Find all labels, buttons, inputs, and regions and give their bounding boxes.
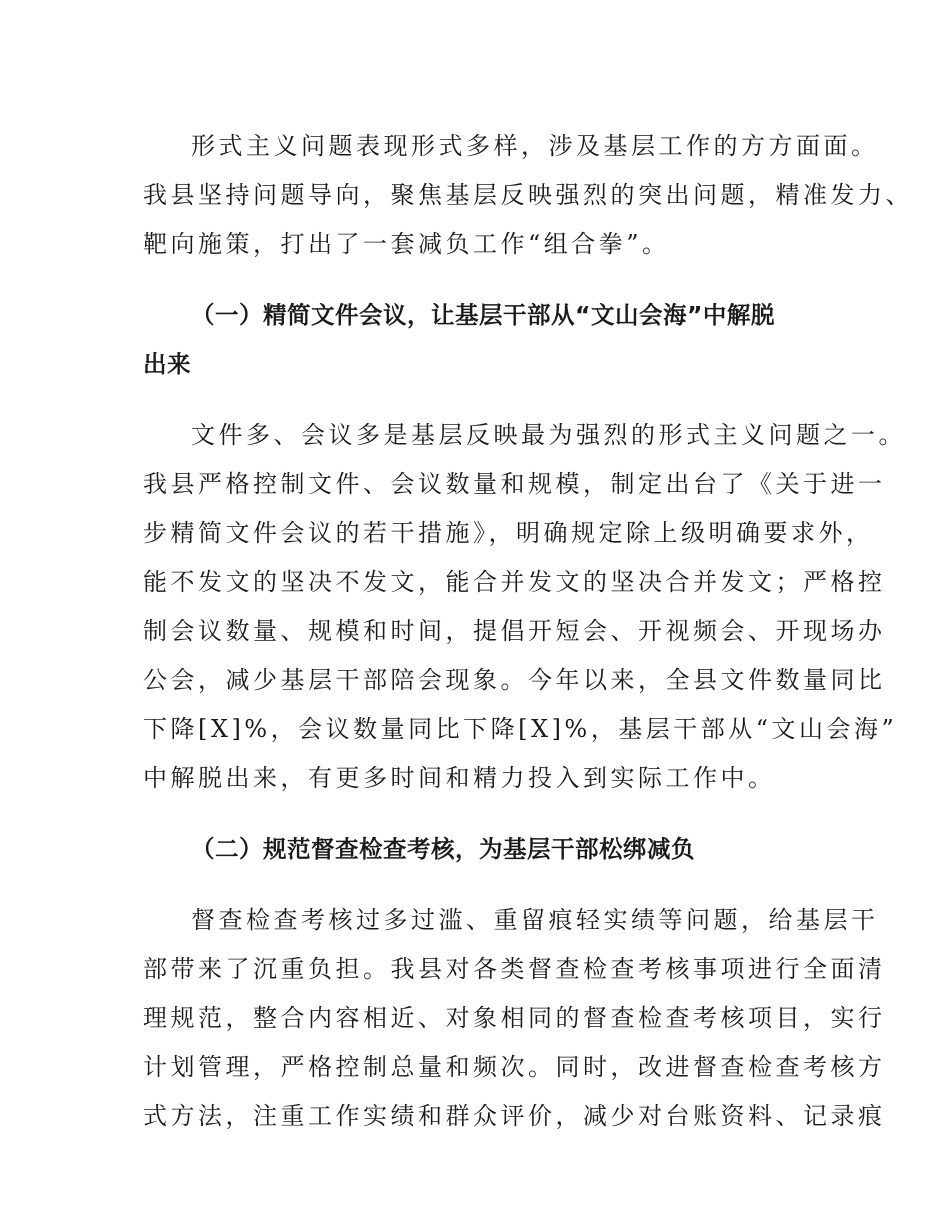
section1-body-line: 能不发文的坚决不发文，能合并发文的坚决合并发文；严格控 — [143, 568, 886, 596]
section1-body-line: 我县严格控制文件、会议数量和规模，制定出台了《关于进一 — [143, 470, 886, 498]
section2-body-line: 式方法，注重工作实绩和群众评价，减少对台账资料、记录痕 — [143, 1102, 886, 1130]
section1-body-line: 中解脱出来，有更多时间和精力投入到实际工作中。 — [143, 764, 776, 792]
intro-line: 形式主义问题表现形式多样，涉及基层工作的方方面面。 — [191, 132, 879, 160]
section-heading-2: （二）规范督查检查考核，为基层干部松绑减负 — [191, 835, 695, 863]
section2-body-line: 部带来了沉重负担。我县对各类督查检查考核事项进行全面清 — [143, 955, 886, 983]
section1-body-line: 公会，减少基层干部陪会现象。今年以来，全县文件数量同比 — [143, 666, 886, 694]
section2-body-line: 督查检查考核过多过滥、重留痕轻实绩等问题，给基层干 — [191, 906, 879, 934]
section1-body-line: 文件多、会议多是基层反映最为强烈的形式主义问题之一。 — [191, 421, 906, 449]
section1-body-line: 步精简文件会议的若干措施》，明确规定除上级明确要求外， — [143, 519, 874, 547]
intro-line: 我县坚持问题导向，聚焦基层反映强烈的突出问题，精准发力、 — [143, 181, 913, 209]
intro-line: 靶向施策，打出了一套减负工作“组合拳”。 — [143, 230, 670, 258]
section2-body-line: 计划管理，严格控制总量和频次。同时，改进督查检查考核方 — [143, 1053, 886, 1081]
document-body — [143, 122, 913, 1141]
section2-body-line: 理规范，整合内容相近、对象相同的督查检查考核项目，实行 — [143, 1004, 886, 1032]
section1-body-line: 制会议数量、规模和时间，提倡开短会、开视频会、开现场办 — [143, 617, 886, 645]
section-heading-1-cont: 出来 — [143, 350, 191, 378]
section1-body-line: 下降[X]%，会议数量同比下降[X]%，基层干部从“文山会海” — [143, 715, 898, 743]
section-heading-1: （一）精简文件会议，让基层干部从“文山会海”中解脱 — [191, 301, 775, 329]
